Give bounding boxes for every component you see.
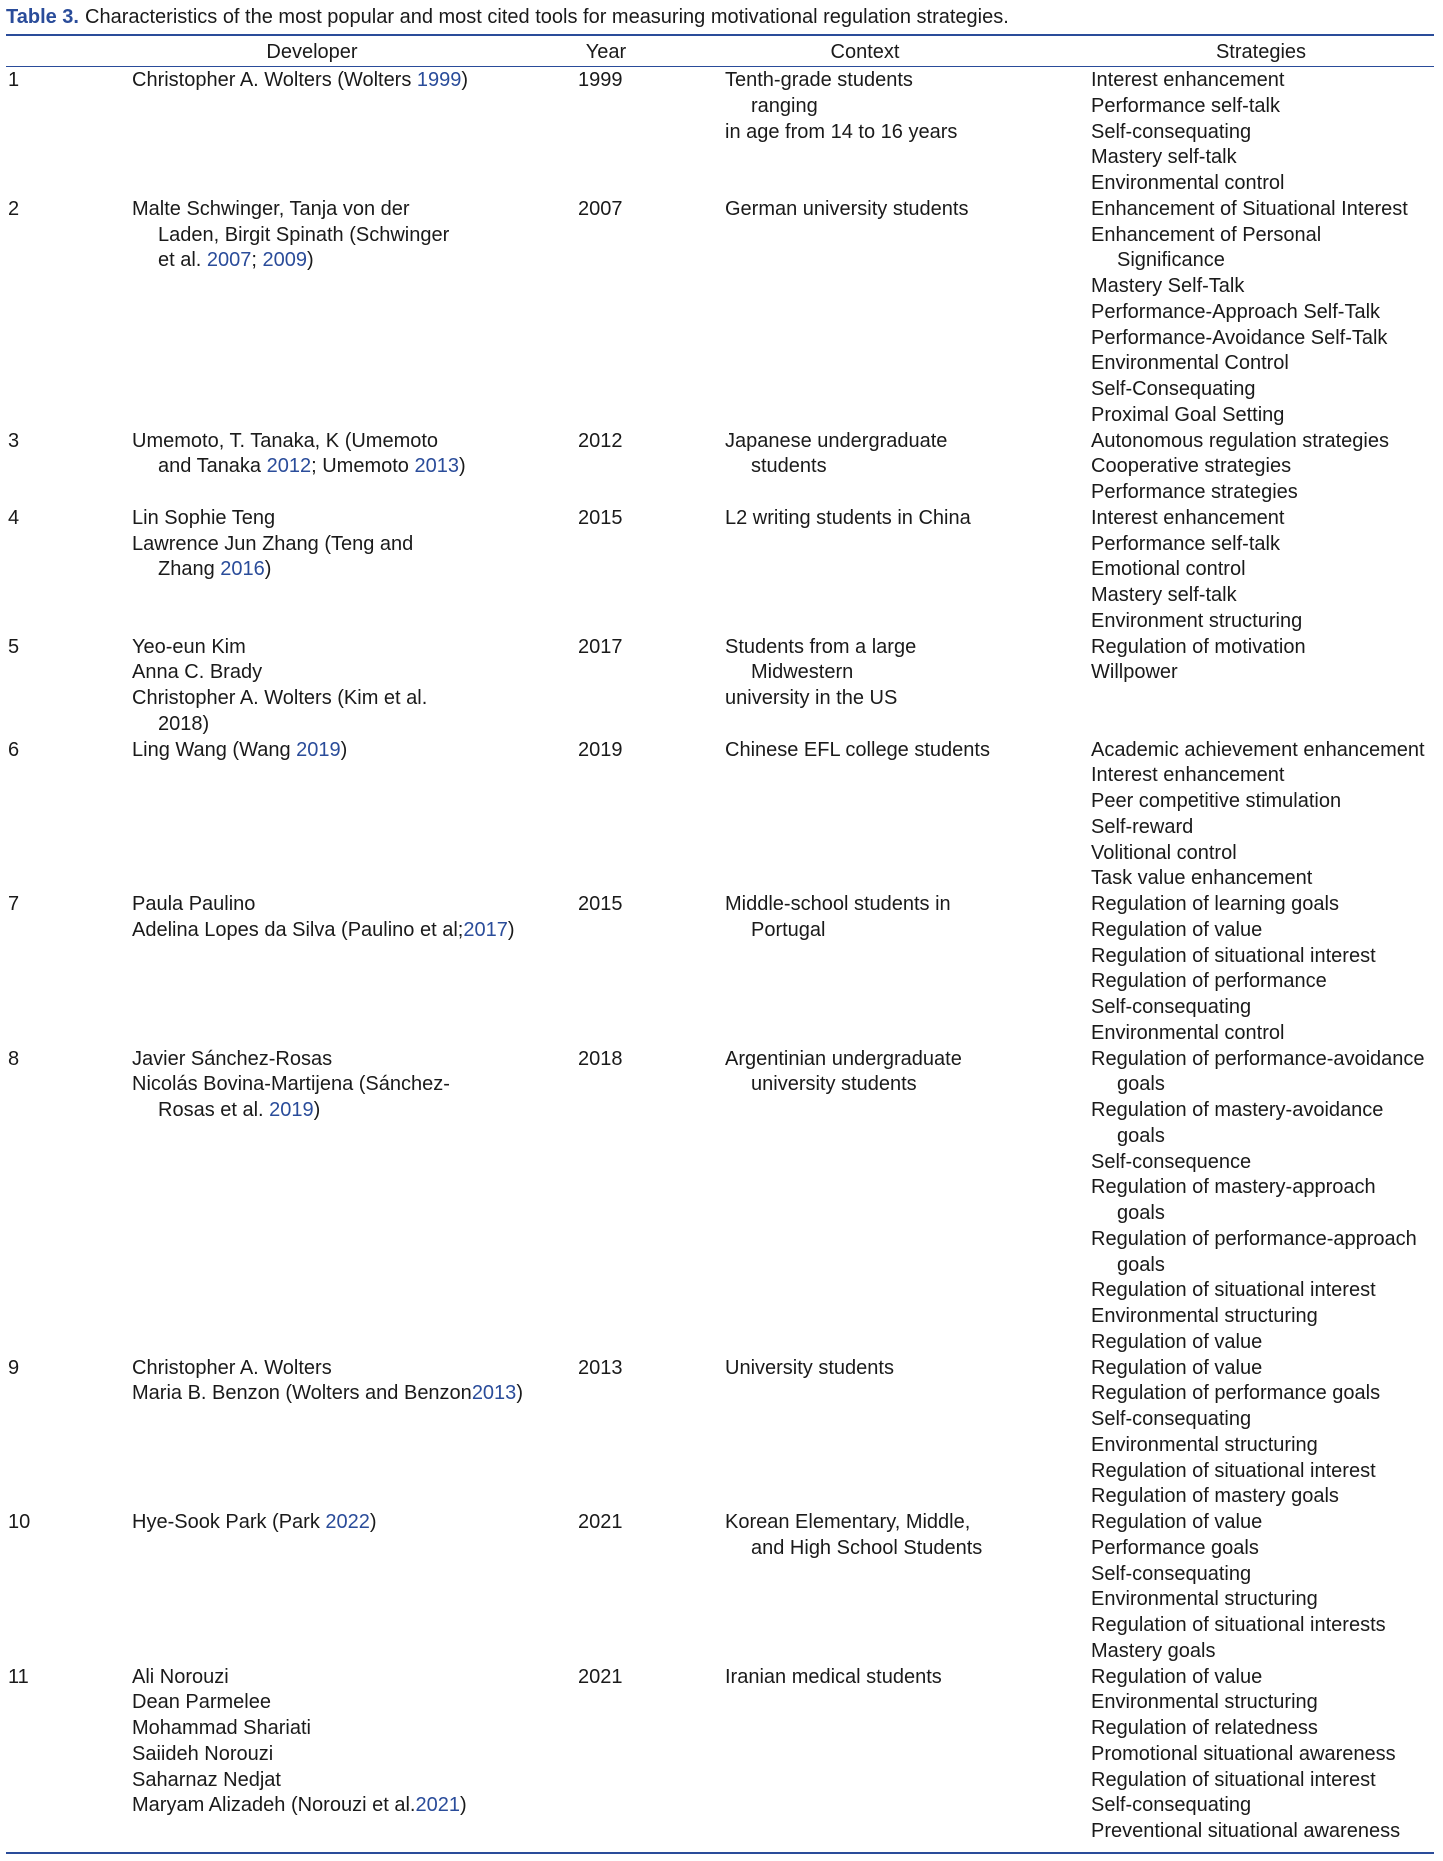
citation-link[interactable]: 2009 (262, 249, 308, 272)
context-line: Middle-school students in (725, 893, 951, 915)
strategy-item: Regulation of mastery-approach (1091, 1176, 1376, 1199)
developer-line: Ling Wang (Wang 2019) (132, 738, 348, 761)
strategy-item: Regulation of value (1091, 1511, 1263, 1533)
strategy-item: Academic achievement enhancement (1091, 738, 1425, 761)
header-developer: Developer (266, 41, 358, 63)
strategy-item: Self-consequating (1091, 1562, 1252, 1585)
year-cell (578, 429, 623, 455)
strategy-item: Enhancement of Personal (1091, 223, 1322, 246)
year-cell (578, 1047, 623, 1073)
strategy-item: Interest enhancement (1091, 764, 1285, 787)
strategy-item: Regulation of mastery goals (1091, 1485, 1339, 1508)
strategy-item: Promotional situational awareness (1091, 1742, 1396, 1765)
context-line: University students (725, 1356, 894, 1379)
context-line: Chinese EFL college students (725, 738, 990, 761)
developer-cell (132, 1356, 523, 1408)
strategies-cell (1091, 1510, 1386, 1665)
row-number-text: 6 (8, 738, 20, 761)
developer-line: Zhang 2016) (158, 558, 272, 581)
developer-cell (132, 738, 347, 764)
year-cell (578, 1510, 623, 1536)
developer-line: Laden, Birgit Spinath (Schwinger (158, 223, 450, 246)
row-number-text: 8 (8, 1047, 20, 1070)
developer-line: Dean Parmelee (132, 1691, 271, 1714)
table-figure (6, 0, 1434, 1861)
developer-line: Lin Sophie Teng (132, 506, 276, 529)
table-caption (6, 6, 1009, 29)
year-text: 2015 (578, 893, 623, 915)
table-header-row (6, 37, 1434, 65)
citation-link[interactable]: 2013 (414, 455, 459, 478)
strategy-item: Interest enhancement (1091, 506, 1285, 529)
strategies-cell (1091, 738, 1425, 893)
row-number (8, 635, 19, 661)
context-line: Tenth-grade students (725, 69, 913, 91)
row-number (8, 506, 19, 532)
citation-link[interactable]: 2019 (269, 1099, 314, 1121)
year-text: 2017 (578, 635, 623, 658)
strategy-item: Self-consequating (1091, 120, 1252, 143)
strategies-cell (1091, 635, 1306, 687)
strategies-cell (1091, 1665, 1400, 1845)
year-text: 2019 (578, 738, 623, 761)
citation-link[interactable]: 2019 (296, 738, 341, 761)
developer-line: Malte Schwinger, Tanja von der (132, 197, 410, 220)
context-cell (725, 738, 990, 764)
developer-line: Adelina Lopes da Silva (Paulino et al;2017) (132, 918, 515, 941)
strategy-item: Regulation of situational interest (1091, 1459, 1376, 1482)
citation-link[interactable]: 2021 (415, 1794, 460, 1817)
context-cell (725, 892, 951, 944)
row-number (8, 1510, 30, 1536)
context-cell (725, 1665, 942, 1691)
year-cell (578, 506, 623, 532)
strategy-item: Regulation of value (1091, 918, 1263, 941)
row-number (8, 1665, 29, 1691)
year-cell (578, 68, 623, 94)
strategies-cell (1091, 197, 1408, 429)
strategy-item: Environmental structuring (1091, 1691, 1318, 1714)
row-number-text: 3 (8, 429, 20, 452)
developer-line: Saiideh Norouzi (132, 1742, 274, 1765)
year-cell (578, 1665, 623, 1691)
developer-cell (132, 197, 449, 274)
developer-line: Maria B. Benzon (Wolters and Benzon2013) (132, 1382, 523, 1405)
context-line: L2 writing students in China (725, 506, 971, 529)
context-line: Midwestern (751, 661, 854, 684)
strategy-item: goals (1117, 1253, 1165, 1276)
developer-line: Christopher A. Wolters (Kim et al. (132, 687, 428, 709)
strategy-item: Performance self-talk (1091, 94, 1280, 117)
strategies-cell (1091, 68, 1284, 197)
year-text: 2007 (578, 197, 623, 220)
strategy-item: goals (1117, 1073, 1165, 1096)
strategy-item: Mastery self-talk (1091, 584, 1237, 606)
developer-line: Christopher A. Wolters (Wolters 1999) (132, 69, 469, 91)
developer-line: Umemoto, T. Tanaka, K (Umemoto (132, 429, 439, 452)
strategy-item: Regulation of motivation (1091, 635, 1306, 658)
strategy-item: Significance (1117, 249, 1225, 272)
developer-line: Saharnaz Nedjat (132, 1768, 281, 1791)
citation-link[interactable]: 2016 (220, 558, 265, 581)
strategy-item: Proximal Goal Setting (1091, 403, 1285, 426)
table-bottom-rule (6, 1852, 1434, 1854)
context-line: and High School Students (751, 1536, 983, 1559)
strategy-item: Performance-Avoidance Self-Talk (1091, 326, 1388, 349)
row-number-text: 4 (8, 506, 20, 529)
strategy-item: Environmental structuring (1091, 1433, 1318, 1456)
strategy-item: Environmental Control (1091, 352, 1289, 375)
header-context: Context (830, 41, 900, 63)
developer-line: Yeo-eun Kim (132, 635, 246, 658)
context-cell (725, 1510, 982, 1562)
strategy-item: Environment structuring (1091, 609, 1303, 632)
row-number (8, 68, 19, 94)
strategy-item: Regulation of mastery-avoidance (1091, 1099, 1384, 1121)
strategy-item: Regulation of performance-approach (1091, 1227, 1417, 1250)
context-line: Portugal (751, 918, 826, 941)
row-number-text: 5 (8, 635, 20, 658)
year-cell (578, 1356, 623, 1382)
row-number (8, 197, 19, 223)
developer-line: Christopher A. Wolters (132, 1356, 332, 1379)
strategy-item: goals (1117, 1124, 1165, 1147)
row-number (8, 1047, 19, 1073)
strategy-item: Cooperative strategies (1091, 455, 1292, 478)
year-cell (578, 892, 623, 918)
strategy-item: Emotional control (1091, 558, 1246, 581)
developer-cell (132, 506, 413, 583)
strategy-item: Performance self-talk (1091, 532, 1280, 555)
year-cell (578, 635, 623, 661)
table-caption-label: Table 3. (6, 6, 79, 28)
row-number-text: 2 (8, 197, 20, 220)
strategy-item: Environmental structuring (1091, 1305, 1318, 1327)
context-cell (725, 1356, 894, 1382)
developer-cell (132, 1047, 450, 1124)
developer-line: Mohammad Shariati (132, 1717, 311, 1739)
developer-line: et al. 2007; 2009) (158, 249, 314, 272)
table-top-rule (6, 34, 1434, 36)
context-line: university in the US (725, 687, 898, 709)
developer-line: Paula Paulino (132, 893, 256, 915)
year-text: 2013 (578, 1356, 623, 1379)
developer-line: Maryam Alizadeh (Norouzi et al.2021) (132, 1794, 467, 1817)
strategies-cell (1091, 892, 1376, 1047)
strategy-item: Mastery self-talk (1091, 146, 1237, 169)
strategy-item: Regulation of performance-avoidance (1091, 1047, 1425, 1070)
strategy-item: Regulation of performance (1091, 970, 1327, 993)
developer-line: Anna C. Brady (132, 661, 263, 684)
strategy-item: Autonomous regulation strategies (1091, 429, 1389, 452)
strategy-item: Regulation of situational interest (1091, 1768, 1376, 1791)
table-caption-text: Characteristics of the most popular and most cited tools for measuring motivational regulation strategies. (85, 6, 1009, 28)
strategy-item: Regulation of situational interest (1091, 944, 1376, 967)
strategy-item: Self-consequating (1091, 1794, 1252, 1817)
context-cell (725, 68, 957, 145)
context-cell (725, 429, 947, 481)
developer-cell (132, 1665, 467, 1820)
strategies-cell (1091, 506, 1302, 635)
strategy-item: Regulation of value (1091, 1665, 1263, 1688)
citation-link[interactable]: 2013 (471, 1382, 517, 1405)
context-line: Iranian medical students (725, 1665, 942, 1688)
year-text: 2015 (578, 506, 623, 529)
strategy-item: Peer competitive stimulation (1091, 790, 1342, 812)
year-text: 1999 (578, 69, 623, 91)
developer-cell (132, 1510, 377, 1536)
strategy-item: Environmental control (1091, 172, 1285, 194)
strategy-item: Performance strategies (1091, 481, 1298, 503)
row-number-text: 10 (8, 1511, 31, 1533)
strategy-item: goals (1117, 1202, 1165, 1224)
developer-line: and Tanaka 2012; Umemoto 2013) (158, 455, 466, 478)
strategy-item: Self-consequating (1091, 996, 1252, 1018)
developer-line: Ali Norouzi (132, 1665, 229, 1688)
year-text: 2021 (578, 1665, 623, 1688)
strategy-item: Preventional situational awareness (1091, 1820, 1401, 1842)
context-line: German university students (725, 197, 969, 220)
row-number (8, 892, 19, 918)
row-number-text: 7 (8, 893, 20, 915)
citation-link[interactable]: 2022 (325, 1511, 370, 1533)
strategy-item: Self-consequating (1091, 1408, 1252, 1430)
year-cell (578, 197, 623, 223)
context-line: ranging (751, 94, 818, 117)
context-cell (725, 506, 971, 532)
developer-line: Lawrence Jun Zhang (Teng and (132, 532, 414, 555)
year-text: 2021 (578, 1511, 623, 1533)
strategy-item: Environmental control (1091, 1021, 1285, 1044)
strategy-item: Task value enhancement (1091, 867, 1313, 890)
citation-link[interactable]: 1999 (416, 69, 462, 91)
strategy-item: Self-Consequating (1091, 378, 1256, 400)
developer-cell (132, 892, 515, 944)
developer-cell (132, 68, 468, 94)
citation-link[interactable]: 2012 (266, 455, 312, 478)
strategy-item: Regulation of performance goals (1091, 1382, 1381, 1405)
strategy-item: Regulation of learning goals (1091, 893, 1339, 915)
citation-link[interactable]: 2017 (463, 918, 508, 941)
row-number (8, 429, 19, 455)
header-year: Year (585, 41, 627, 63)
header-strategies: Strategies (1215, 41, 1307, 63)
strategies-cell (1091, 429, 1389, 506)
strategy-item: Enhancement of Situational Interest (1091, 197, 1408, 220)
year-text: 2018 (578, 1047, 623, 1070)
year-text: 2012 (578, 429, 623, 452)
year-cell (578, 738, 623, 764)
row-number-text: 11 (8, 1665, 29, 1688)
developer-line: Javier Sánchez-Rosas (132, 1047, 333, 1070)
context-line: students (751, 455, 827, 478)
context-line: Students from a large (725, 635, 917, 658)
developer-cell (132, 635, 427, 738)
strategy-item: Self-consequence (1091, 1150, 1252, 1173)
developer-line: Hye-Sook Park (Park 2022) (132, 1511, 377, 1533)
strategy-item: Regulation of relatedness (1091, 1717, 1318, 1739)
strategy-item: Self-reward (1091, 815, 1194, 838)
developer-cell (132, 429, 466, 481)
strategy-item: Environmental structuring (1091, 1588, 1318, 1611)
strategy-item: Regulation of value (1091, 1330, 1263, 1353)
table-header-rule (6, 66, 1434, 67)
strategy-item: Regulation of situational interests (1091, 1614, 1386, 1636)
developer-line: Rosas et al. 2019) (158, 1099, 321, 1121)
strategy-item: Mastery goals (1091, 1639, 1216, 1662)
strategy-item: Interest enhancement (1091, 69, 1285, 91)
context-line: Argentinian undergraduate (725, 1047, 962, 1070)
strategy-item: Performance-Approach Self-Talk (1091, 300, 1381, 323)
row-number-text: 9 (8, 1356, 20, 1379)
context-line: university students (751, 1073, 917, 1096)
context-cell (725, 197, 968, 223)
strategies-cell (1091, 1047, 1425, 1356)
context-line: in age from 14 to 16 years (725, 120, 958, 143)
context-line: Japanese undergraduate (725, 429, 948, 452)
context-cell (725, 635, 916, 712)
row-number (8, 738, 19, 764)
citation-link[interactable]: 2007 (206, 249, 252, 272)
context-line: Korean Elementary, Middle, (725, 1511, 971, 1533)
strategy-item: Performance goals (1091, 1536, 1259, 1559)
strategy-item: Willpower (1091, 661, 1178, 684)
strategy-item: Mastery Self-Talk (1091, 275, 1245, 297)
row-number-text: 1 (8, 69, 20, 91)
row-number (8, 1356, 19, 1382)
strategy-item: Regulation of situational interest (1091, 1279, 1376, 1302)
developer-line: 2018) (158, 712, 210, 735)
strategy-item: Volitional control (1091, 841, 1237, 864)
context-cell (725, 1047, 962, 1099)
strategies-cell (1091, 1356, 1380, 1511)
strategy-item: Regulation of value (1091, 1356, 1263, 1379)
developer-line: Nicolás Bovina-Martijena (Sánchez- (132, 1073, 450, 1096)
